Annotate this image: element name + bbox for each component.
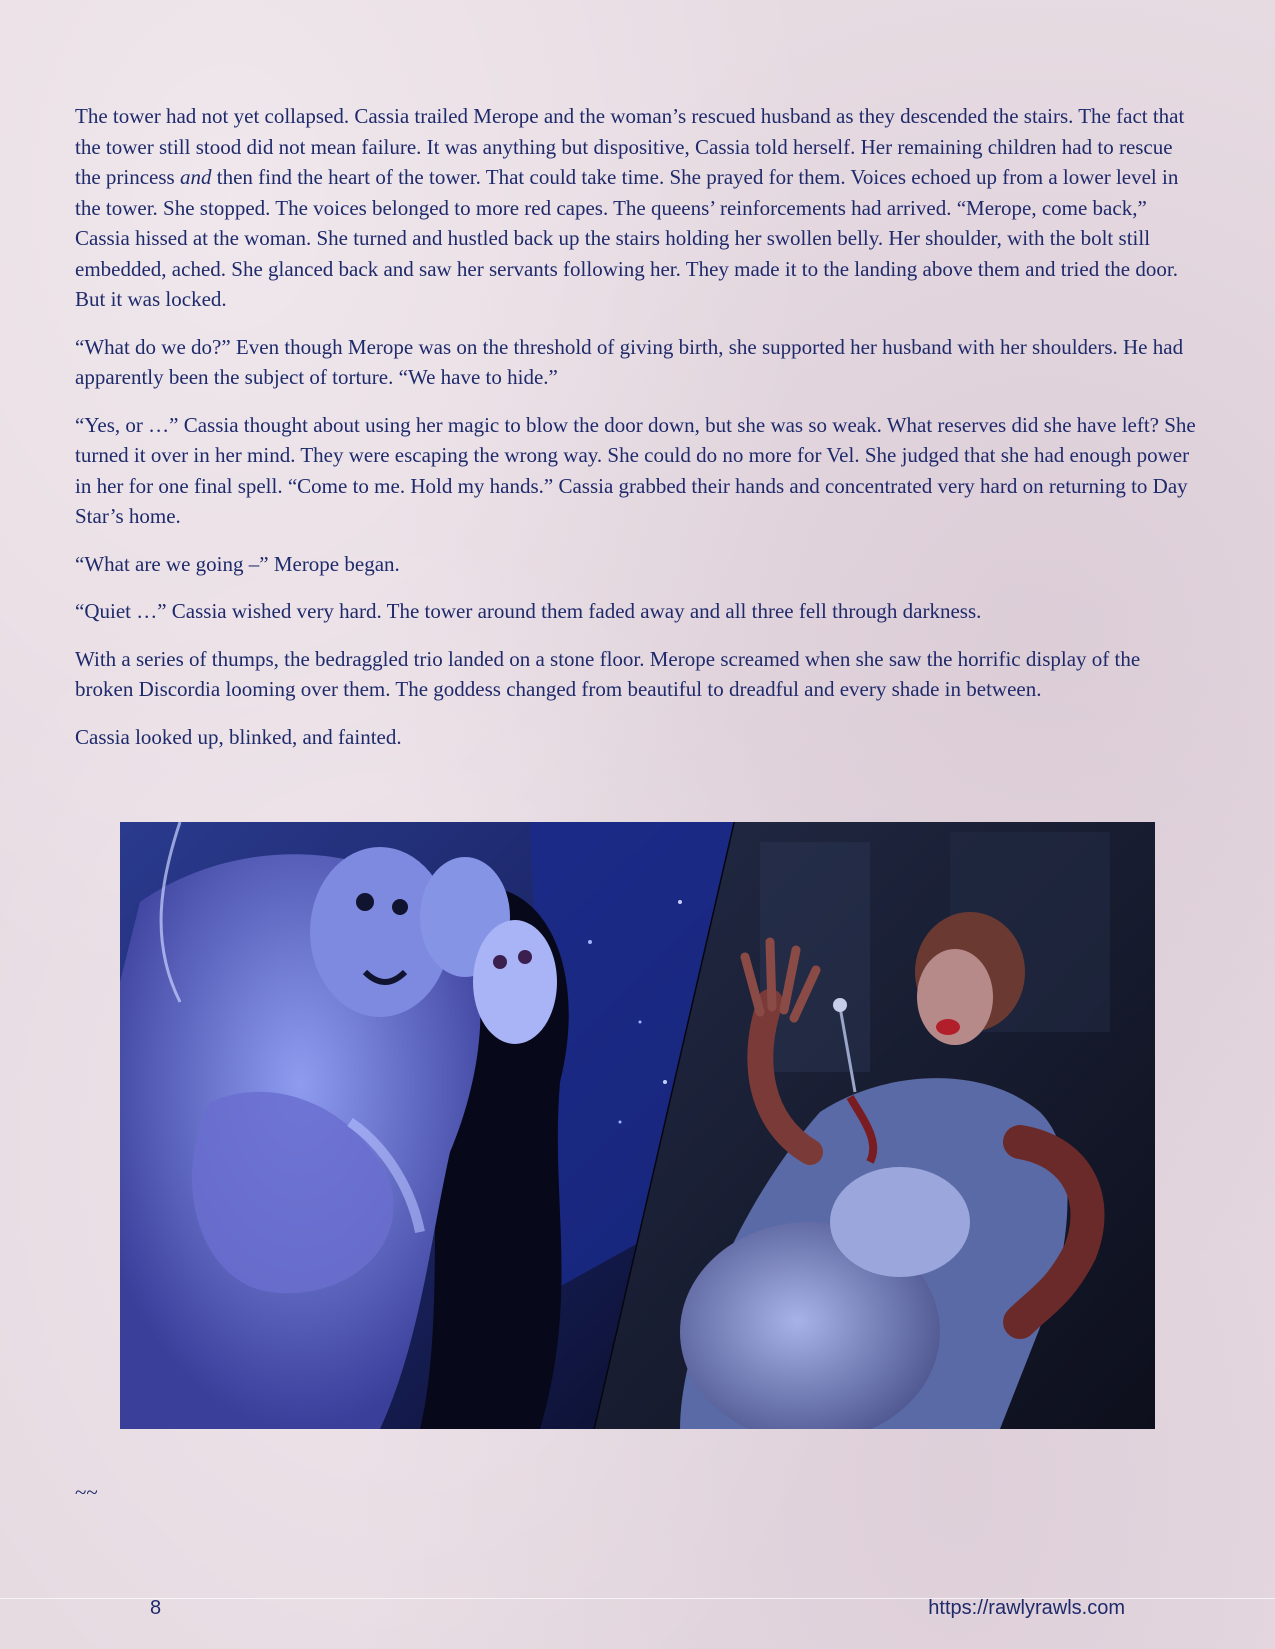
paragraph-1-end: then find the heart of the tower. That could take time. She prayed for them. Voices echoed up from a lower level in the tower. She stopped. The voices belonged to more red capes. The queens’ reinforcements had arrived. “Merope, come back,” Cassia hissed at the woman. She turned and hustled back up the stairs holding her swollen belly. Her shoulder, with the bolt still embedded, ached. She glanced back and saw her servants following her. They made it to the landing above them and tried the door. But it was locked. xyxy=(75,165,1179,311)
site-url-link[interactable]: https://rawlyrawls.com xyxy=(928,1597,1125,1619)
paragraph-1-emphasis: and xyxy=(179,165,212,189)
story-illustration xyxy=(120,822,1155,1429)
illustration-artwork xyxy=(120,822,1155,1429)
paragraph-1 xyxy=(75,101,1202,315)
story-text xyxy=(75,101,1202,769)
paragraph-5: “Quiet …” Cassia wished very hard. The tower around them faded away and all three fell through darkness. xyxy=(75,599,982,623)
paragraph-3: “Yes, or …” Cassia thought about using her magic to blow the door down, but she was so weak. What reserves did she have left? She turned it over in her mind. They were escaping the wrong way. She could do no more for Vel. She judged that she had enough power in her for one final spell. “Come to me. Hold my hands.” Cassia grabbed their hands and concentrated very hard on returning to Day Star’s home. xyxy=(75,412,1196,528)
paragraph-4: “What are we going –” Merope began. xyxy=(75,551,400,576)
page-number: 8 xyxy=(150,1597,162,1619)
paragraph-6: With a series of thumps, the bedraggled trio landed on a stone floor. Merope screamed when she saw the horrific display of the broken Discordia looming over them. The goddess changed from beautiful to dreadful and every shade in between. xyxy=(75,646,1141,701)
section-separator: ~~ xyxy=(75,1480,98,1504)
paragraph-1-start: The tower had not yet collapsed. Cassia trailed Merope and the woman’s rescued husband as they descended the stairs. The fact that the tower still stood did not mean failure. It was anything but dispositive, Cassia told herself. Her remaining children had to rescue the princess xyxy=(75,104,1185,189)
paragraph-2: “What do we do?” Even though Merope was on the threshold of giving birth, she supported her husband with her shoulders. He had apparently been the subject of torture. “We have to hide.” xyxy=(75,334,1184,389)
paragraph-7: Cassia looked up, blinked, and fainted. xyxy=(75,724,402,749)
